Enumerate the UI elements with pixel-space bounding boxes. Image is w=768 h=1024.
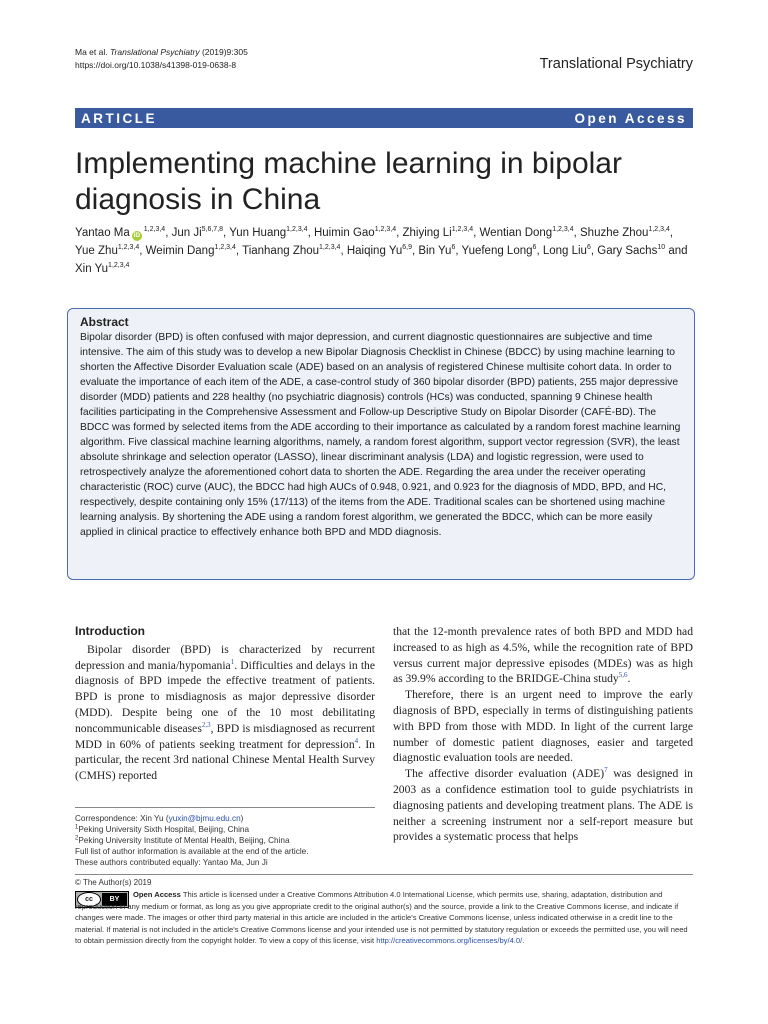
orcid-icon[interactable]: iD [133,232,141,239]
author-name[interactable] [146,245,236,257]
author-separator: , [235,245,243,257]
author-name-text: Long Liu [542,245,587,257]
author-separator: , [573,227,581,239]
author-name-text: Shuzhe Zhou [580,227,649,239]
author-affiliation-numbers: 1,2,3,4 [214,244,236,252]
citation-authors: Ma et al. [75,47,108,57]
citation-reference[interactable]: 1 [230,657,235,666]
paragraph-text: that the 12-month prevalence rates of both BPD and MDD had increased to as high as 4.5%, while the recognition rate of BPD versus current major depressive episodes (MDEs) was as high as 39.9% according to the BRIDGE-China study [393,625,693,686]
affiliation-2-number: 2 [75,835,79,842]
author-name-text: Yuefeng Long [461,245,533,257]
author-name-text: Gary Sachs [597,245,658,257]
author-separator: , [669,227,674,239]
license-end: . [522,936,525,945]
article-type-label: ARTICLE [81,110,157,126]
affiliation-1-text: Peking University Sixth Hospital, Beijing, China [78,825,249,834]
author-separator: , [396,227,403,239]
paragraph-text: . In particular, the recent 3rd national Chinese Mental Health Survey (CMHS) reported [75,737,375,783]
author-name[interactable] [229,227,307,239]
citation-reference[interactable]: 7 [604,766,608,775]
abstract-text: Bipolar disorder (BPD) is often confused with major depression, and current diagnostic questionnaires are subjective and time intensive. The aim of this study was to develop a new Bipolar Diagnosis Checklist in Chinese (BDCC) by using machine learning to shorten the Affective Disorder Evaluation scale (ADE) based on an analysis of registered Chinese multisite cohort data. In order to evaluate the importance of each item of the ADE, a case-control study of 360 bipolar disorder (BPD) patients, 255 major depressive disorder (MDD) patients and 228 healthy (no psychiatric diagnosis) controls (HCs) was conducted, spanning 9 Chinese health facilities participating in the Comprehensive Assessment and Follow-up Descriptive Study on Bipolar Disorder (CAFÉ-BD). The BDCC was formed by selected items from the ADE according to their importance as calculated by a random forest machine learning algorithm. Five classical machine learning algorithms, namely, a random forest algorithm, support vector regression (SVR), the least absolute shrinkage and selection operator (LASSO), linear discriminant analysis (LDA) and logistic regression, were used to retrospectively analyze the aforementioned cohort data to shorten the ADE. Regarding the area under the receiver operating characteristic (ROC) curve (AUC), the BDCC had high AUCs of 0.948, 0.921, and 0.923 for the diagnosis of MDD, BPD, and HC, respectively, despite containing only 15% (17/113) of the items from the ADE. Traditional scales can be shortened using machine learning analysis. By shortening the ADE using a random forest algorithm, we generated the BDCC, which can be more easily applied in clinical practice to effectively enhance both BPD and MDD diagnosis. [80,332,681,538]
author-name-text: Bin Yu [418,245,452,257]
citation-block [75,46,248,72]
author-affiliation-numbers: 6 [586,244,591,252]
author-affiliation-numbers: 1,2,3,4 [117,244,140,252]
paragraph-text: Therefore, there is an urgent need to improve the early diagnosis of BPD, especially in terms of distinguishing patients with BPD from those with MDD. In light of the current large number of domestic patient diagnoses, easier and targeted diagnostic evaluation tools are needed. [393,688,693,765]
correspondence-suffix: ) [240,814,244,823]
full-author-info-note: Full list of author information is available at the end of the article. [75,847,309,856]
author-affiliation-numbers: 5,6,7,8 [201,226,224,234]
author-affiliation-numbers: 1,2,3,4 [108,262,130,270]
author-list [75,224,695,278]
paragraph-text: The affective disorder evaluation (ADE) [405,767,605,781]
author-name[interactable] [75,245,139,257]
doi-link[interactable]: https://doi.org/10.1038/s41398-019-0638-8 [75,60,237,70]
author-affiliation-numbers: 10 [657,244,666,252]
author-affiliation-numbers: 6 [451,244,456,252]
author-name[interactable] [172,227,223,239]
author-affiliation-numbers: 6,9 [402,244,412,252]
author-conjunction: and [665,245,688,257]
author-name[interactable] [480,227,574,239]
journal-name: Translational Psychiatry [539,56,693,72]
correspondence-prefix: Correspondence: Xin Yu ( [75,814,169,823]
author-name-text: Huimin Gao [313,227,375,239]
author-affiliation-numbers: 1,2,3,4 [143,226,166,234]
author-affiliation-numbers: 1,2,3,4 [451,226,474,234]
author-separator: , [165,227,172,239]
citation-reference[interactable]: 4 [354,736,359,745]
author-name-text: Jun Ji [171,227,202,239]
correspondence-block [75,807,375,868]
affiliation-2-text: Peking University Institute of Mental Health, Beijing, China [78,836,290,845]
author-separator: , [412,245,419,257]
attribution-icon: BY [102,893,127,906]
open-access-label: Open Access [574,110,687,126]
author-name-text: Wentian Dong [479,227,553,239]
author-name-text: Zhiying Li [402,227,452,239]
author-affiliation-numbers: 1,2,3,4 [319,244,341,252]
affiliation-1-number: 1 [75,824,79,831]
citation-line [75,46,248,59]
author-separator: , [590,245,598,257]
author-separator: , [340,245,347,257]
author-separator: , [536,245,543,257]
intro-paragraph-2 [393,624,693,687]
abstract-box [67,308,695,580]
affiliation-1 [75,824,375,835]
author-name[interactable] [347,245,412,257]
author-name-text: Xin Yu [75,263,109,275]
author-name[interactable] [597,245,665,257]
article-banner [75,108,693,128]
copyright-notice: © The Author(s) 2019 [75,878,152,887]
creative-commons-icon: cc [77,892,101,907]
paper-title: Implementing machine learning in bipolar diagnosis in China [75,147,622,216]
author-affiliation-numbers: 1,2,3,4 [286,226,308,234]
paragraph-text: Bipolar disorder (BPD) is characterized by recurrent depression and mania/hypomania [75,642,375,672]
author-separator: , [473,227,480,239]
citation-reference[interactable]: 5,6 [618,671,628,680]
author-name[interactable] [580,227,670,239]
author-name[interactable] [75,227,165,239]
author-name[interactable] [314,227,396,239]
license-body: This article is licensed under a Creative Commons Attribution 4.0 International License, which permits use, sharing, adaptation, distribution and reproduction in any medium or format, as long as you give appropriate credit to the original author(s) and the source, provide a link to the Creative Commons license, and indicate if changes were made. The images or other third party material in this article are included in the article's Creative Commons license, unless indicated otherwise in a credit line to the material. If material is not included in the article's Creative Commons license and your intended use is not permitted by statutory regulation or exceeds the permitted use, you will need to obtain permission directly from the copyright holder. To view a copy of this license, visit [75,890,688,945]
left-column [75,624,375,784]
license-link[interactable]: http://creativecommons.org/licenses/by/4.0/ [376,936,523,945]
intro-paragraph-4 [393,766,693,845]
author-name[interactable] [462,245,537,257]
author-affiliation-numbers: 1,2,3,4 [374,226,397,234]
citation-volume: (2019)9:305 [201,47,248,57]
author-affiliation-numbers: 6 [532,244,537,252]
author-name[interactable] [418,245,455,257]
author-affiliation-numbers: 1,2,3,4 [648,226,670,234]
author-name[interactable] [403,227,474,239]
author-separator: , [307,227,314,239]
citation-journal: Translational Psychiatry [109,47,200,57]
author-name-text: Yantao Ma [75,227,130,239]
author-name-text: Tianhang Zhou [242,245,320,257]
equal-contribution-note: These authors contributed equally: Yantao Ma, Jun Ji [75,858,268,867]
author-separator: , [223,227,230,239]
paragraph-text: . [627,672,631,686]
author-name-text: Yun Huang [229,227,287,239]
citation-reference[interactable]: 2,3 [201,720,211,729]
author-name[interactable] [75,263,129,275]
abstract-heading: Abstract [80,315,129,329]
author-separator: , [139,245,146,257]
author-separator: , [455,245,462,257]
correspondence-line [75,813,375,824]
footer-divider [75,874,693,875]
paragraph-text: was designed in 2003 as a confidence estimation tool to guide psychiatrists in diagnosing patients and developing treatment plans. The ADE is neither a screening instrument nor a self-report measure but provides a systematic process that helps [393,767,693,844]
affiliation-2 [75,835,375,846]
right-column [393,624,693,845]
intro-paragraph-1 [75,642,375,784]
paragraph-text: , BPD is misdiagnosed as recurrent MDD in 60% of patients seeking treatment for depression [75,721,375,751]
author-name[interactable] [543,245,591,257]
author-name-text: Haiqing Yu [346,245,403,257]
correspondence-email[interactable]: yuxin@bjmu.edu.cn [168,814,241,823]
author-affiliation-numbers: 1,2,3,4 [552,226,574,234]
introduction-heading: Introduction [75,624,145,638]
author-name[interactable] [242,245,340,257]
license-text [75,889,695,947]
author-name-text: Weimin Dang [145,245,215,257]
intro-paragraph-3 [393,687,693,766]
license-open-access: Open Access [133,890,181,899]
author-name-text: Yue Zhu [75,245,118,257]
paragraph-text: . Difficulties and delays in the diagnosis of BPD impede the effective treatment of patients. BPD is prone to misdiagnosis as major depressive disorder (MDD). Despite being one of the 10 most debilitating noncommunicable diseases [75,658,375,735]
